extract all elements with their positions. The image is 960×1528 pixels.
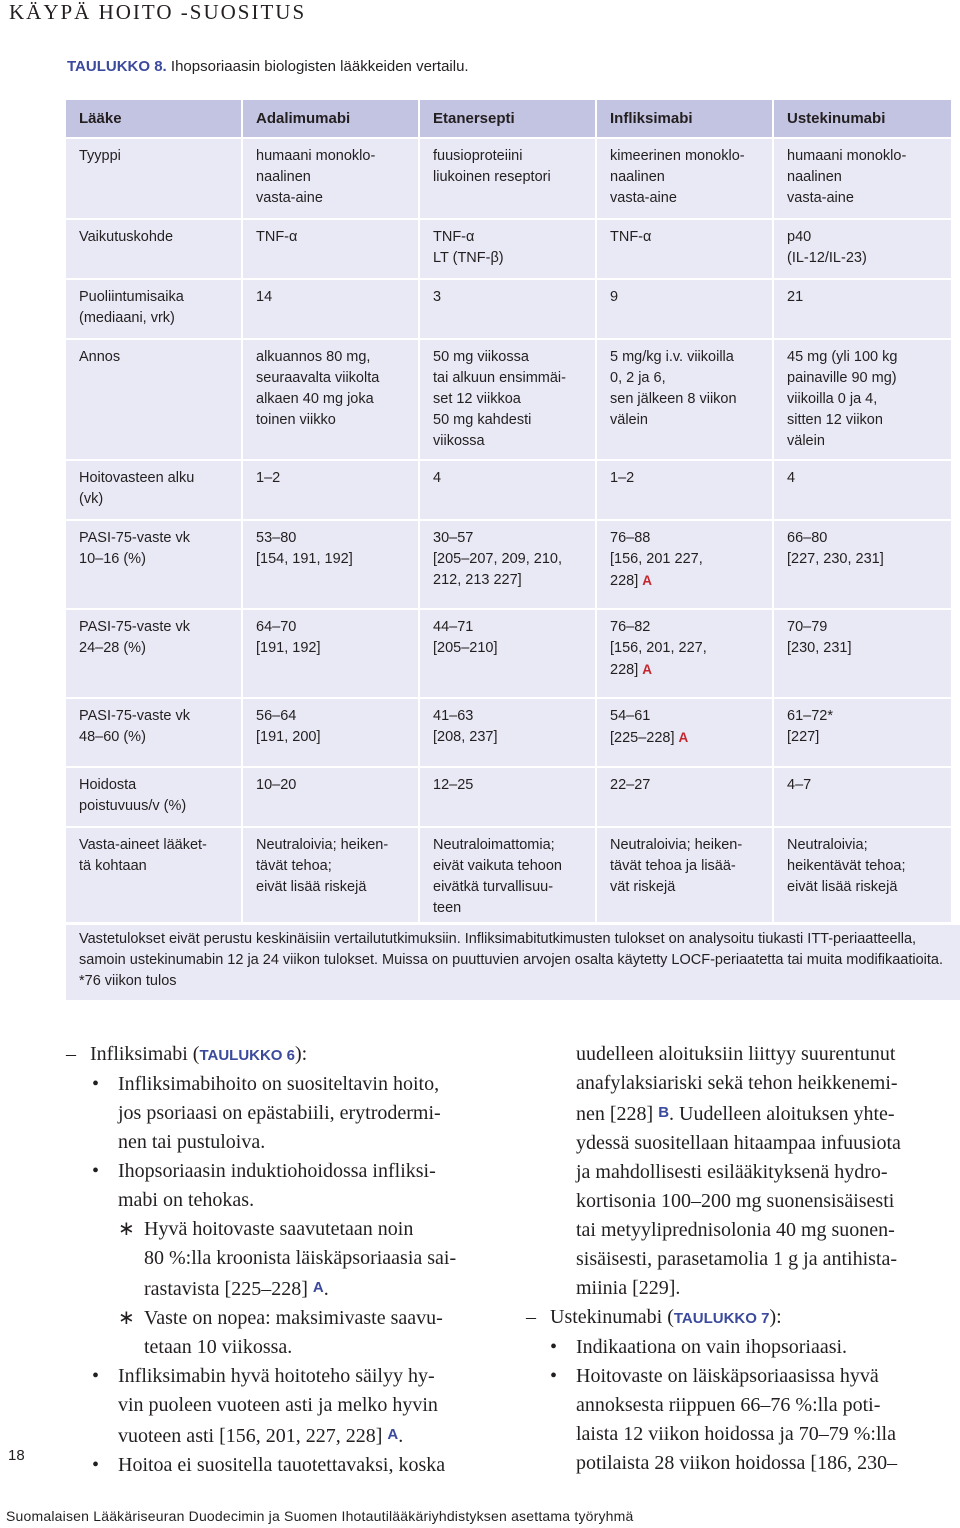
cell-line: 45 mg (yli 100 kg xyxy=(787,349,898,365)
table-cell xyxy=(243,461,420,521)
star-marker: ∗ xyxy=(118,1307,135,1329)
cell-line: toinen viikko xyxy=(256,412,336,428)
header-infliksimabi: Infliksimabi xyxy=(597,100,774,139)
cell-line: (IL-12/IL-23) xyxy=(787,250,867,266)
table-caption-tag: TAULUKKO 8. xyxy=(67,58,167,75)
table-cell xyxy=(420,280,597,340)
table-cell xyxy=(420,139,597,220)
cell-line: eivät lisää riskejä xyxy=(787,879,898,895)
cell-line: viikoilla 0 ja 4, xyxy=(787,391,878,407)
row-label-cell xyxy=(66,699,243,768)
cell-line: Neutraloivia; xyxy=(787,837,868,853)
table-caption-text: Ihopsoriaasin biologisten lääkkeiden vertailu. xyxy=(166,58,469,75)
period: . xyxy=(398,1425,404,1447)
table-cell xyxy=(774,280,953,340)
table-cell xyxy=(243,139,420,220)
cell-line: 10–20 xyxy=(256,777,297,793)
cell-line: 3 xyxy=(433,289,442,305)
table-cell xyxy=(420,220,597,280)
list-heading-ustekinumabi xyxy=(520,1303,952,1333)
text-continued: kortisonia 100–200 mg suonensisäisesti xyxy=(576,1190,895,1212)
cell-line: 1–2 xyxy=(610,470,635,486)
list-item-continued: vin puoleen vuoteen asti ja melko hyvin xyxy=(118,1394,438,1416)
dash-marker: – xyxy=(526,1306,536,1328)
list-item xyxy=(66,1362,496,1391)
row-label-cell xyxy=(66,340,243,461)
cell-line: [205–207, 209, 210, xyxy=(433,551,563,567)
list-item-continued: nen tai pustuloiva. xyxy=(118,1131,266,1153)
cell-line: [208, 237] xyxy=(433,729,498,745)
bullet-marker: • xyxy=(92,1073,100,1095)
cell-line: liukoinen reseptori xyxy=(433,169,551,185)
cell-line: 70–79 xyxy=(787,619,828,635)
star-marker: ∗ xyxy=(118,1218,135,1240)
cell-line: [225–228] xyxy=(610,730,675,746)
cell-line: vasta-aine xyxy=(787,190,854,206)
table-row xyxy=(66,461,953,521)
text-continued: uudelleen aloituksiin liittyy suurentunut xyxy=(576,1043,896,1065)
table-7-link[interactable]: TAULUKKO 7 xyxy=(673,1310,770,1327)
list-heading-infliksimabi xyxy=(66,1040,496,1070)
table-cell xyxy=(243,220,420,280)
cell-line: 212, 213 227] xyxy=(433,572,522,588)
table-6-link[interactable]: TAULUKKO 6 xyxy=(199,1047,295,1064)
cell-line: 22–27 xyxy=(610,777,651,793)
table-note: Vastetulokset eivät perustu keskinäisiin vertailututkimuksiin. Infliksimabitutkimusten tulokset on analysoitu tiukasti ITT-periaatteella, samoin ustekinumabin 12 ja 24 viikon tulokset. Muissa on puuttuvien arvojen osalta käytetty LOCF-periaatetta tai muita modifikaatioita. xyxy=(79,931,944,968)
text-continued: ja mahdollisesti esilääkityksenä hydro- xyxy=(576,1161,888,1183)
table-row xyxy=(66,768,953,828)
cell-line: 50 mg kahdesti xyxy=(433,412,532,428)
table-cell xyxy=(774,828,953,924)
cell-line: [156, 201, 227, xyxy=(610,640,707,656)
cell-line: 76–82 xyxy=(610,619,651,635)
table-cell xyxy=(420,610,597,699)
cell-line: vät riskejä xyxy=(610,879,676,895)
table-row xyxy=(66,828,953,924)
cell-line: 4–7 xyxy=(787,777,812,793)
table-row xyxy=(66,280,953,340)
reference-text: vuoteen asti [156, 201, 227, 228] xyxy=(118,1425,383,1447)
list-item-continued: mabi on tehokas. xyxy=(118,1189,255,1211)
list-item-text: Indikaationa on vain ihopsoriaasi. xyxy=(576,1336,848,1358)
cell-line: 44–71 xyxy=(433,619,474,635)
table-cell xyxy=(774,461,953,521)
list-item xyxy=(66,1157,496,1186)
cell-line: 66–80 xyxy=(787,530,828,546)
list-item-text: Infliksimabihoito on suositeltavin hoito, xyxy=(118,1073,440,1095)
sub-list-item xyxy=(66,1304,496,1333)
list-item xyxy=(520,1333,952,1362)
table-cell xyxy=(597,699,774,768)
cell-line: TNF-α xyxy=(256,229,298,245)
table-cell xyxy=(597,280,774,340)
row-label-cell xyxy=(66,768,243,828)
cell-line: eivät vaikuta tehoon xyxy=(433,858,562,874)
table-cell xyxy=(243,280,420,340)
cell-line: 4 xyxy=(433,470,442,486)
table-cell xyxy=(243,340,420,461)
table-cell xyxy=(597,340,774,461)
cell-line: PASI-75-vaste vk xyxy=(79,530,190,546)
table-cell xyxy=(774,139,953,220)
cell-line: 30–57 xyxy=(433,530,474,546)
evidence-level: A xyxy=(387,1426,399,1443)
header-drug: Lääke xyxy=(66,100,243,139)
evidence-level: A xyxy=(642,662,653,677)
sub-list-item-text: Vaste on nopea: maksimivaste saavu- xyxy=(144,1307,443,1329)
cell-line: alkaen 40 mg joka xyxy=(256,391,374,407)
cell-line: 61–72* xyxy=(787,708,833,724)
table-cell xyxy=(597,220,774,280)
table-cell xyxy=(774,340,953,461)
evidence-level: B xyxy=(658,1104,670,1121)
cell-line: naalinen xyxy=(256,169,311,185)
cell-line: Hoidosta xyxy=(79,777,137,793)
cell-line: 5 mg/kg i.v. viikoilla xyxy=(610,349,734,365)
cell-line: Tyyppi xyxy=(79,148,121,164)
cell-line: TNF-α xyxy=(610,229,652,245)
table-row xyxy=(66,610,953,699)
row-label-cell xyxy=(66,828,243,924)
cell-line: kimeerinen monoklo- xyxy=(610,148,745,164)
text-continued: sisäisesti, parasetamolia 1 g ja antihista- xyxy=(576,1248,898,1270)
text-continued: tai metyyliprednisolonia 40 mg suonen- xyxy=(576,1219,895,1241)
table-row xyxy=(66,220,953,280)
cell-line: Neutraloivia; heiken- xyxy=(256,837,389,853)
cell-line: poistuvuus/v (%) xyxy=(79,798,187,814)
cell-line: [156, 201 227, xyxy=(610,551,703,567)
table-cell xyxy=(774,699,953,768)
table-caption xyxy=(67,58,469,75)
bullet-marker: • xyxy=(92,1365,100,1387)
table-row xyxy=(66,340,953,461)
row-label-cell xyxy=(66,610,243,699)
list-item-continued: annoksesta riippuen 66–76 %:lla poti- xyxy=(576,1394,881,1416)
heading-text: Ustekinumabi ( xyxy=(550,1306,674,1328)
cell-line: sen jälkeen 8 viikon xyxy=(610,391,737,407)
row-label-cell xyxy=(66,521,243,610)
table-cell xyxy=(243,768,420,828)
cell-line: sitten 12 viikon xyxy=(787,412,883,428)
cell-line: naalinen xyxy=(787,169,842,185)
cell-line: tä kohtaan xyxy=(79,858,147,874)
cell-line: [227] xyxy=(787,729,820,745)
cell-line: set 12 viikkoa xyxy=(433,391,521,407)
table-cell xyxy=(420,768,597,828)
list-item xyxy=(520,1362,952,1391)
reference-text: rastavista [225–228] xyxy=(144,1278,308,1300)
cell-line: Neutraloimattomia; xyxy=(433,837,555,853)
header-adalimumabi: Adalimumabi xyxy=(243,100,420,139)
table-header-row xyxy=(66,100,953,139)
sub-list-item xyxy=(66,1215,496,1244)
list-item-continued: laista 12 viikon hoidossa ja 70–79 %:lla xyxy=(576,1423,896,1445)
page-header-title: KÄYPÄ HOITO -SUOSITUS xyxy=(9,0,307,24)
list-item xyxy=(66,1451,496,1480)
cell-line: naalinen xyxy=(610,169,665,185)
cell-line: vasta-aine xyxy=(610,190,677,206)
cell-line: [227, 230, 231] xyxy=(787,551,884,567)
cell-line: PASI-75-vaste vk xyxy=(79,619,190,635)
heading-text-end: ): xyxy=(295,1043,308,1065)
right-text-column xyxy=(520,1040,952,1478)
cell-line: fuusioproteiini xyxy=(433,148,523,164)
table-footnote: *76 viikon tulos xyxy=(79,973,177,989)
cell-line: humaani monoklo- xyxy=(787,148,907,164)
cell-line: 228] xyxy=(610,573,639,589)
cell-line: 56–64 xyxy=(256,708,297,724)
cell-line: teen xyxy=(433,900,462,916)
text-continued: ydessä suositellaan hitaampaa infuusiota xyxy=(576,1132,901,1154)
heading-text-end: ): xyxy=(769,1306,782,1328)
list-item xyxy=(66,1070,496,1099)
text-after-level: . Uudelleen aloituksen yhte- xyxy=(669,1103,895,1125)
row-label-cell xyxy=(66,220,243,280)
table-cell xyxy=(243,521,420,610)
cell-line: Hoitovasteen alku xyxy=(79,470,195,486)
table-cell xyxy=(597,610,774,699)
cell-line: 228] xyxy=(610,662,639,678)
cell-line: p40 xyxy=(787,229,812,245)
cell-line: vasta-aine xyxy=(256,190,323,206)
cell-line: Neutraloivia; heiken- xyxy=(610,837,743,853)
list-item-continued xyxy=(66,1420,496,1451)
cell-line: [230, 231] xyxy=(787,640,852,656)
list-item-text: Hoitovaste on läiskäpsoriaasissa hyvä xyxy=(576,1365,879,1387)
table-cell xyxy=(243,828,420,924)
sub-list-item-text: Hyvä hoitovaste saavutetaan noin xyxy=(144,1218,414,1240)
header-ustekinumabi: Ustekinumabi xyxy=(774,100,953,139)
cell-line: 50 mg viikossa xyxy=(433,349,529,365)
list-item-text: Infliksimabin hyvä hoitoteho säilyy hy- xyxy=(118,1365,435,1387)
cell-line: seuraavalta viikolta xyxy=(256,370,380,386)
sub-list-item-continued: tetaan 10 viikossa. xyxy=(144,1336,293,1358)
cell-line: Annos xyxy=(79,349,121,365)
cell-line: viikossa xyxy=(433,433,485,449)
row-label-cell xyxy=(66,280,243,340)
cell-line: eivät lisää riskejä xyxy=(256,879,367,895)
row-label-cell xyxy=(66,139,243,220)
cell-line: tävät tehoa ja lisää- xyxy=(610,858,736,874)
list-item-continued: potilaista 28 viikon hoidossa [186, 230– xyxy=(576,1452,898,1474)
cell-line: 14 xyxy=(256,289,273,305)
cell-line: LT (TNF-β) xyxy=(433,250,504,266)
bullet-marker: • xyxy=(92,1454,100,1476)
cell-line: alkuannos 80 mg, xyxy=(256,349,371,365)
page-number: 18 xyxy=(8,1447,25,1464)
reference-text: nen [228] xyxy=(576,1103,654,1125)
cell-line: PASI-75-vaste vk xyxy=(79,708,190,724)
cell-line: 1–2 xyxy=(256,470,281,486)
table-cell xyxy=(597,828,774,924)
bullet-marker: • xyxy=(92,1160,100,1182)
sub-list-item-continued xyxy=(66,1273,496,1304)
cell-line: eivätkä turvallisuu- xyxy=(433,879,554,895)
heading-text: Infliksimabi ( xyxy=(90,1043,200,1065)
text-continued xyxy=(520,1098,952,1129)
cell-line: 53–80 xyxy=(256,530,297,546)
cell-line: 12–25 xyxy=(433,777,474,793)
table-cell xyxy=(597,768,774,828)
table-cell xyxy=(420,340,597,461)
cell-line: 0, 2 ja 6, xyxy=(610,370,666,386)
table-cell xyxy=(774,768,953,828)
header-etanersepti: Etanersepti xyxy=(420,100,597,139)
table-cell xyxy=(597,521,774,610)
cell-line: 4 xyxy=(787,470,796,486)
cell-line: 24–28 (%) xyxy=(79,640,146,656)
list-item-text: Ihopsoriaasin induktiohoidossa infliksi- xyxy=(118,1160,436,1182)
table-cell xyxy=(420,828,597,924)
table-cell xyxy=(774,610,953,699)
cell-line: 21 xyxy=(787,289,804,305)
cell-line: [191, 200] xyxy=(256,729,321,745)
evidence-level: A xyxy=(642,573,653,588)
cell-line: tävät tehoa; xyxy=(256,858,332,874)
cell-line: (mediaani, vrk) xyxy=(79,310,175,326)
cell-line: 10–16 (%) xyxy=(79,551,146,567)
cell-line: välein xyxy=(787,433,825,449)
list-item-text: Hoitoa ei suositella tauotettavaksi, koska xyxy=(118,1454,446,1476)
bullet-marker: • xyxy=(550,1365,558,1387)
cell-line: tai alkuun ensimmäi- xyxy=(433,370,566,386)
list-item-continued: jos psoriaasi on epästabiili, erytrodermi- xyxy=(118,1102,441,1124)
table-cell xyxy=(243,610,420,699)
cell-line: painaville 90 mg) xyxy=(787,370,897,386)
sub-list-item-continued: 80 %:lla kroonista läiskäpsoriaasia sai- xyxy=(144,1247,457,1269)
table-cell xyxy=(774,521,953,610)
table-cell xyxy=(597,461,774,521)
cell-line: 9 xyxy=(610,289,619,305)
row-label-cell xyxy=(66,461,243,521)
cell-line: heikentävät tehoa; xyxy=(787,858,906,874)
bullet-marker: • xyxy=(550,1336,558,1358)
page-footer: Suomalaisen Lääkäriseuran Duodecimin ja Suomen Ihotautilääkäriyhdistyksen asettama työryhmä xyxy=(6,1508,634,1524)
evidence-level: A xyxy=(312,1279,324,1296)
table-notes xyxy=(66,925,960,1000)
cell-line: Vasta-aineet lääket- xyxy=(79,837,207,853)
left-text-column xyxy=(66,1040,496,1480)
cell-line: 48–60 (%) xyxy=(79,729,146,745)
comparison-table xyxy=(66,100,953,924)
cell-line: 54–61 xyxy=(610,708,651,724)
table-row xyxy=(66,521,953,610)
table-row xyxy=(66,699,953,768)
table-row xyxy=(66,139,953,220)
period: . xyxy=(323,1278,329,1300)
table-cell xyxy=(420,461,597,521)
dash-marker: – xyxy=(66,1043,76,1065)
cell-line: TNF-α xyxy=(433,229,475,245)
text-continued: miinia [229]. xyxy=(576,1277,681,1299)
cell-line: humaani monoklo- xyxy=(256,148,376,164)
cell-line: välein xyxy=(610,412,648,428)
cell-line: (vk) xyxy=(79,491,104,507)
cell-line: 76–88 xyxy=(610,530,651,546)
text-continued: anafylaksiariski sekä tehon heikkenemi- xyxy=(576,1072,898,1094)
cell-line: [205–210] xyxy=(433,640,498,656)
cell-line: Puoliintumisaika xyxy=(79,289,184,305)
cell-line: 41–63 xyxy=(433,708,474,724)
cell-line: [154, 191, 192] xyxy=(256,551,353,567)
table-cell xyxy=(243,699,420,768)
cell-line: 64–70 xyxy=(256,619,297,635)
cell-line: [191, 192] xyxy=(256,640,321,656)
table-body xyxy=(66,139,953,924)
table-cell xyxy=(420,699,597,768)
table-cell xyxy=(774,220,953,280)
cell-line: Vaikutuskohde xyxy=(79,229,174,245)
table-cell xyxy=(420,521,597,610)
table-cell xyxy=(597,139,774,220)
evidence-level: A xyxy=(678,730,689,745)
